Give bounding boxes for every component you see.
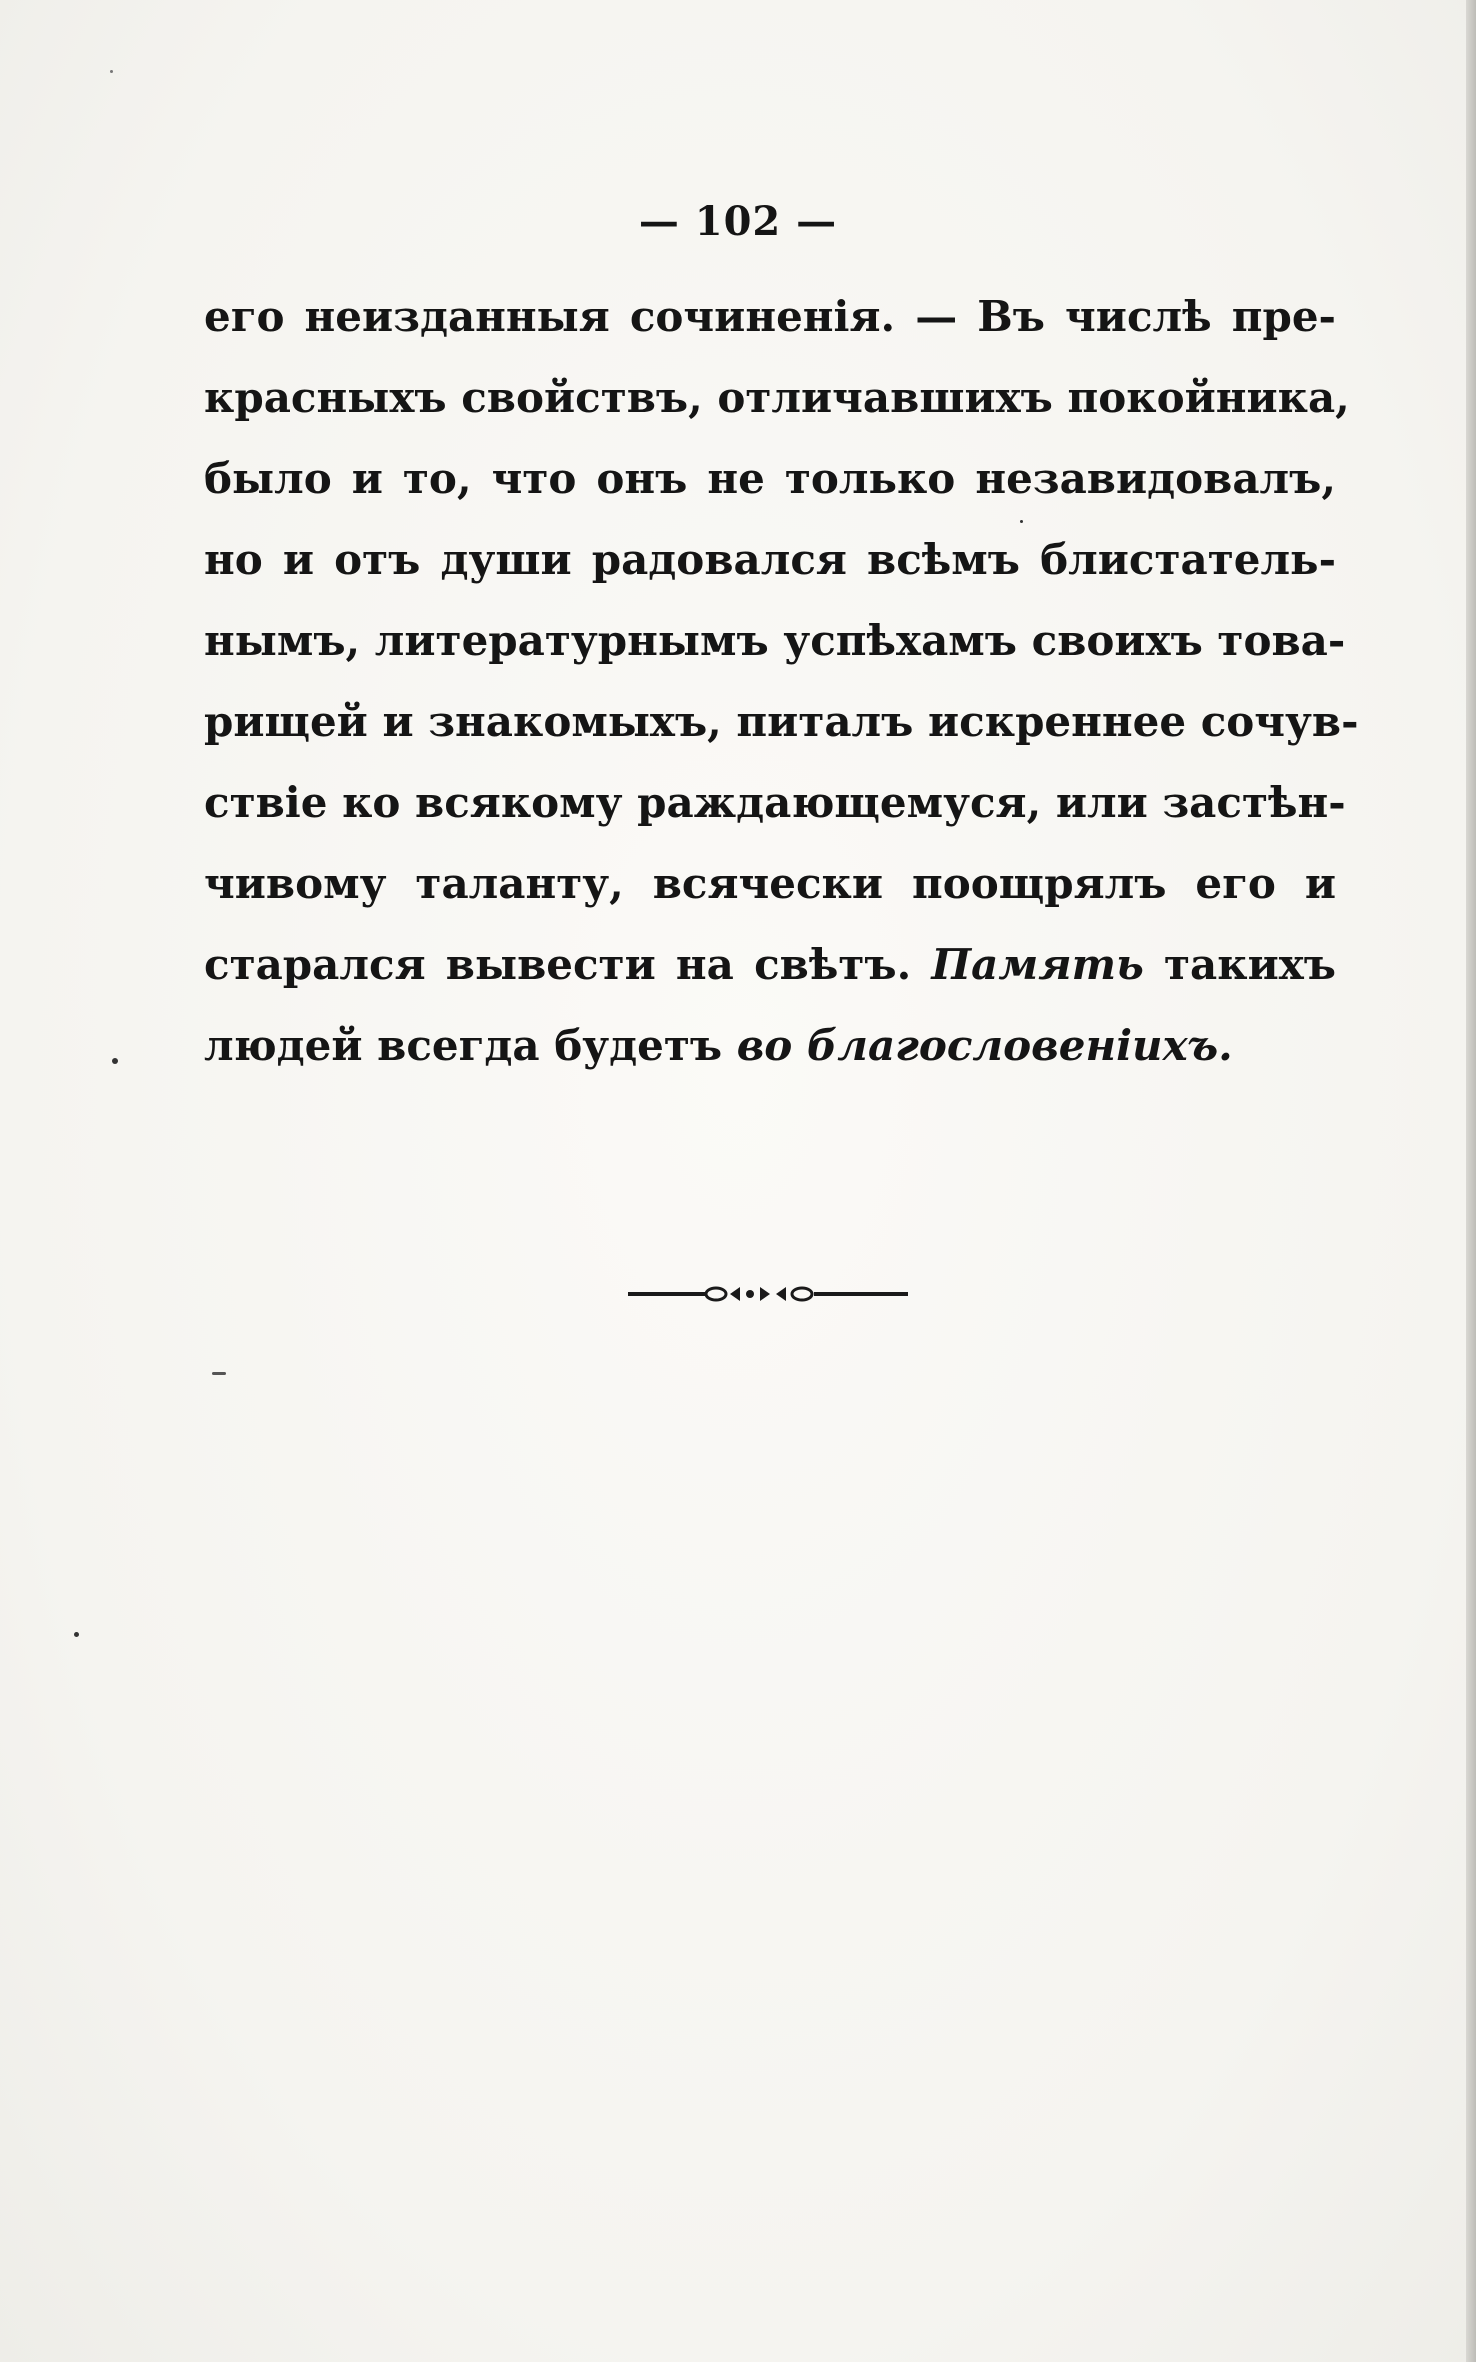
- ornamental-rule-icon: [628, 1282, 908, 1306]
- page-number: — 102 —: [638, 198, 838, 245]
- text-line: чивому таланту, всячески поощрялъ его и: [204, 859, 1336, 908]
- text-line: было и то, что онъ не только незавидовалъ,: [204, 454, 1336, 503]
- text-line: красныхъ свойствъ, отличавшихъ покойника,: [204, 373, 1350, 422]
- text-fragment: людей всегда будетъ: [204, 1021, 723, 1070]
- paper-speck: [112, 1058, 118, 1064]
- text-line: [204, 1005, 1336, 1086]
- paragraph: [204, 276, 1359, 1086]
- text-line: ствіе ко всякому раждающемуся, или застѣн-: [204, 778, 1346, 827]
- paper-speck: [212, 1372, 226, 1375]
- text-fragment: старался вывести на свѣтъ.: [204, 940, 912, 989]
- italic-text: Память: [931, 940, 1144, 989]
- text-line: нымъ, литературнымъ успѣхамъ своихъ това-: [204, 616, 1346, 665]
- paper-speck: [1020, 520, 1023, 523]
- paper-speck: [74, 1632, 79, 1637]
- page-edge: [1466, 0, 1476, 2362]
- text-fragment: такихъ: [1164, 940, 1337, 989]
- text-line: рищей и знакомыхъ, питалъ искреннее сочув-: [204, 697, 1359, 746]
- text-line: но и отъ души радовался всѣмъ блистатель-: [204, 535, 1336, 584]
- text-line: его неизданныя сочиненія. — Въ числѣ пре-: [204, 292, 1336, 341]
- text-line: [204, 924, 1336, 1005]
- paper-speck: [110, 70, 113, 73]
- italic-text: во благословеніихъ.: [736, 1021, 1233, 1070]
